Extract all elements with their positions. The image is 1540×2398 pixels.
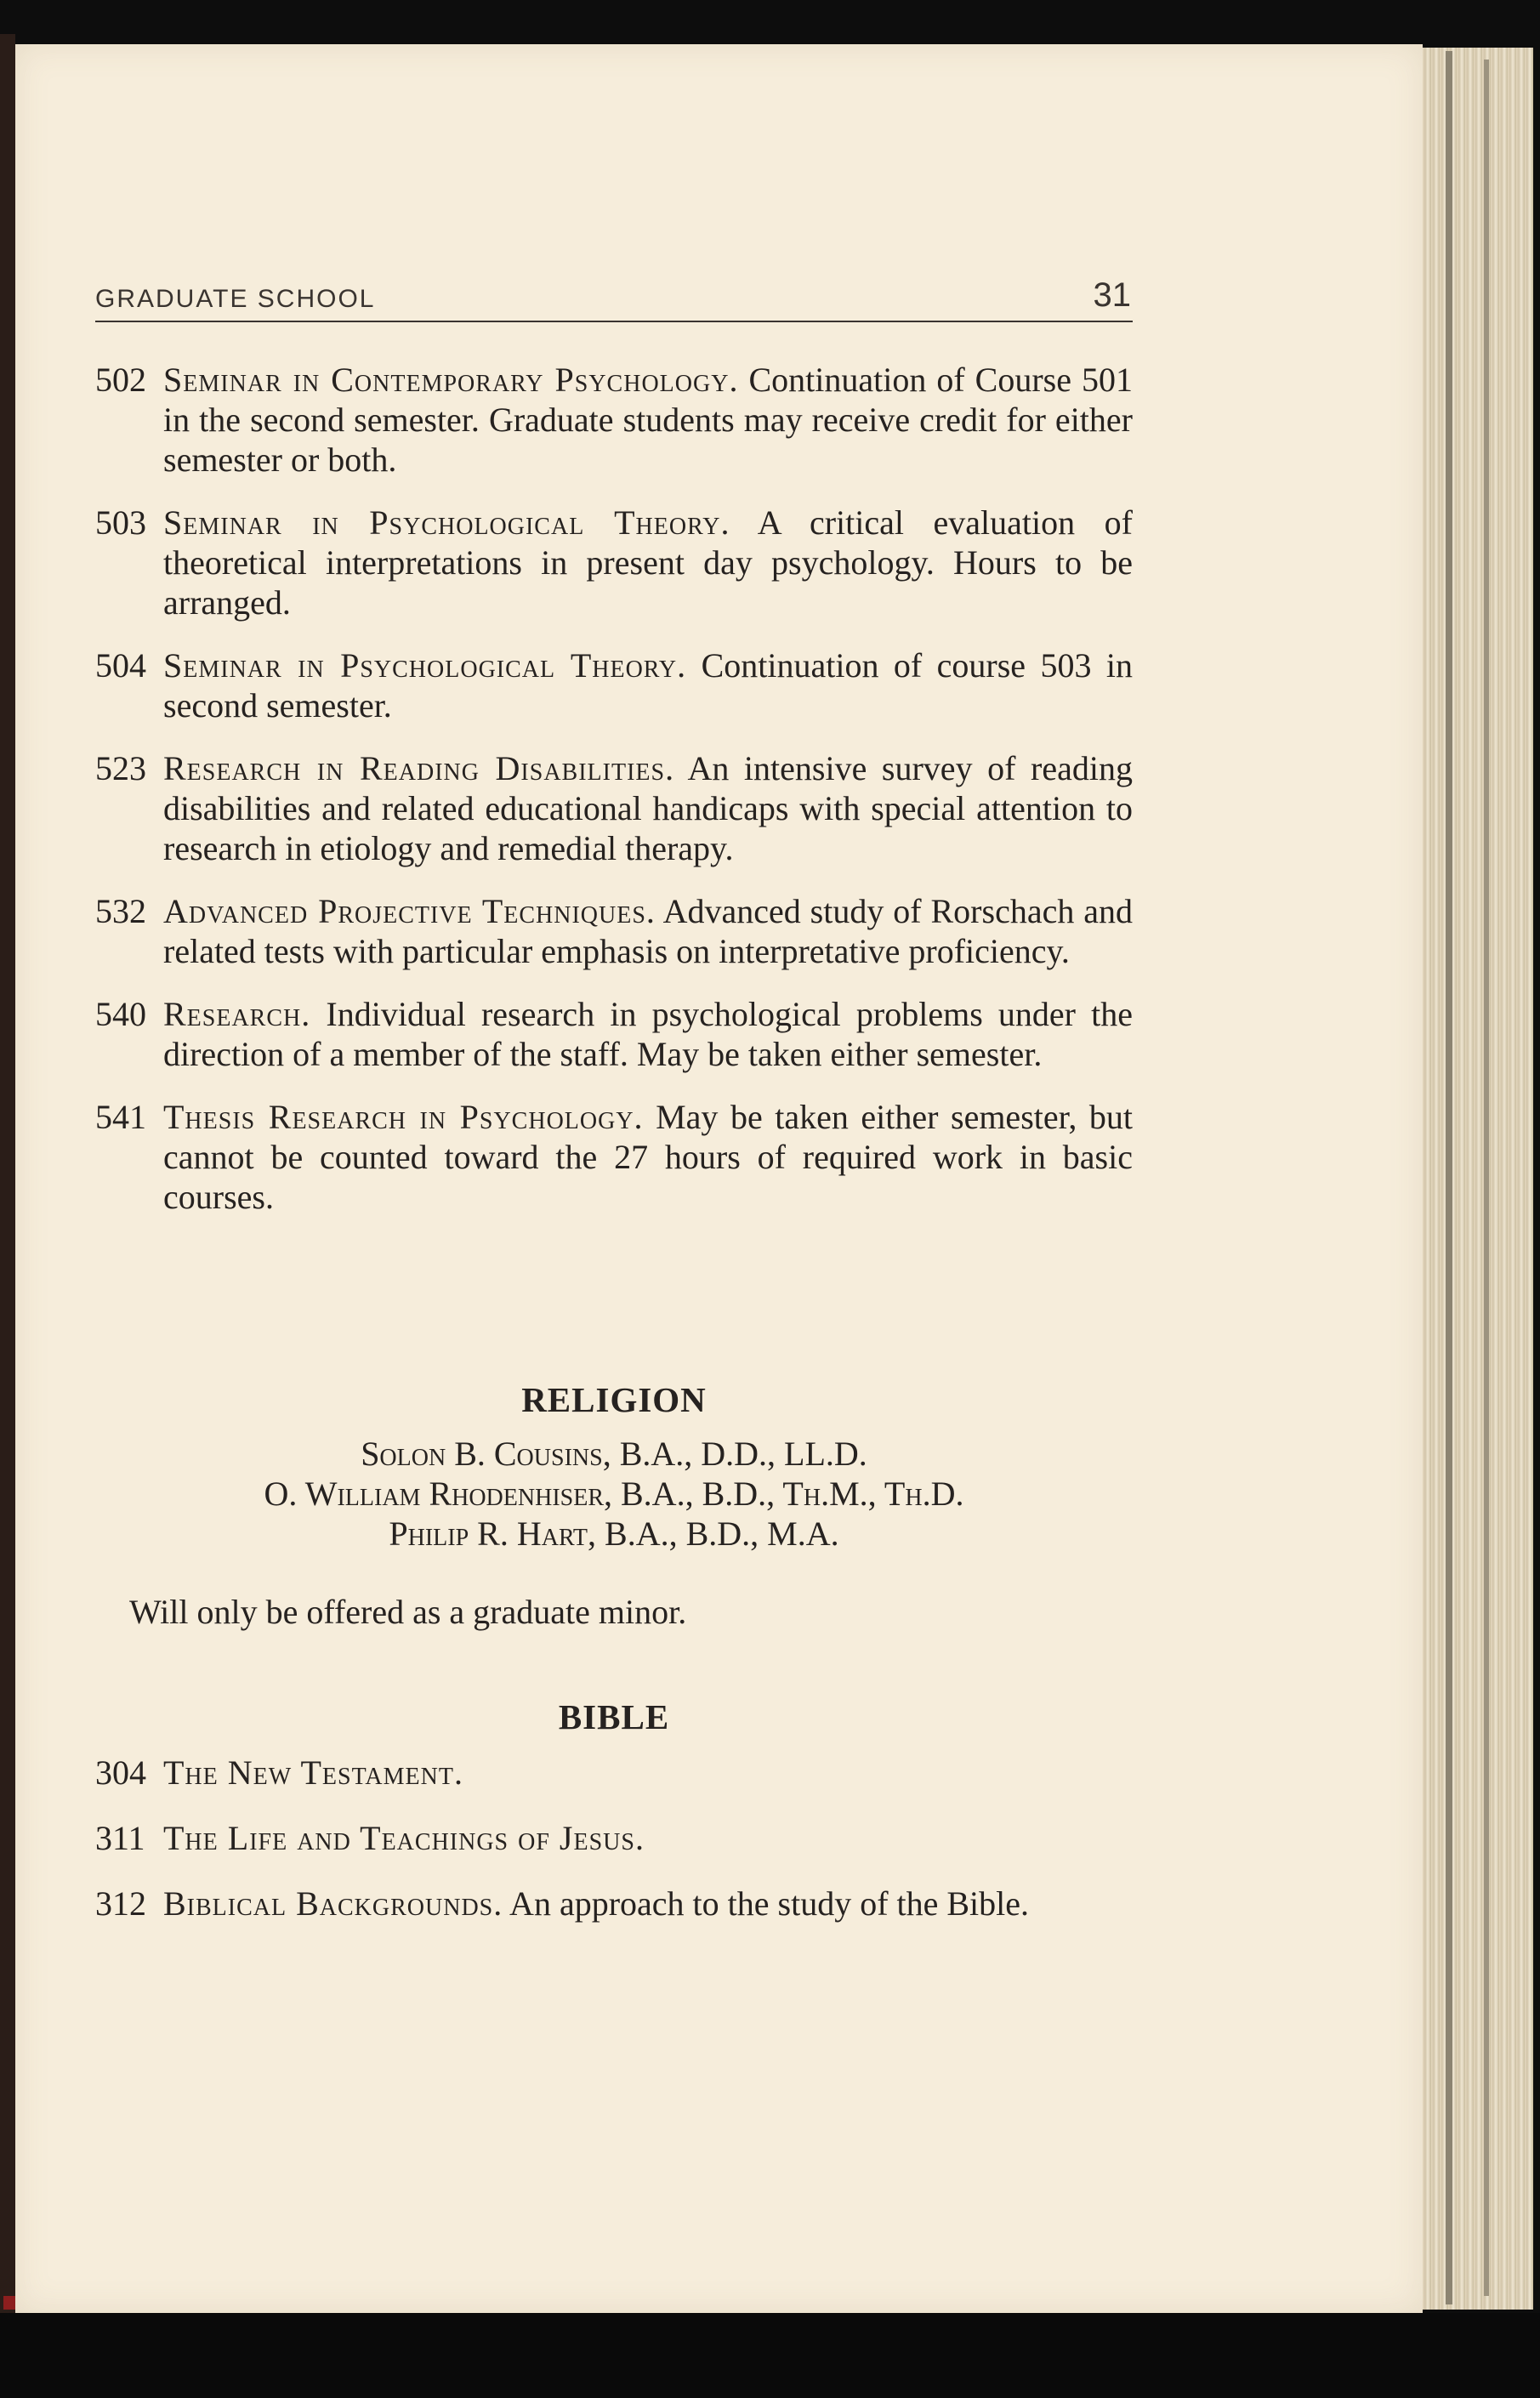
course-entry: [95, 1753, 1133, 1793]
faculty-member: O. William Rhodenhiser, B.A., B.D., Th.M., Th.D.: [264, 1475, 964, 1513]
course-entry: [95, 1884, 1133, 1924]
course-title: Research in Reading Disabilities.: [163, 749, 675, 787]
running-head-title: GRADUATE SCHOOL: [95, 285, 376, 313]
course-number: 304: [95, 1753, 146, 1792]
course-number: 312: [95, 1884, 146, 1923]
religion-note: Will only be offered as a graduate minor.: [129, 1593, 687, 1631]
page-number: 31: [1093, 276, 1131, 314]
bottom-shadow: [0, 2313, 1540, 2398]
book-spine-edge: [0, 34, 15, 2321]
course-description: A critical evaluation of theoretical interpretations in present day psychology. Hours to be arranged.: [163, 503, 1133, 622]
course-description: Advanced study of Rorschach and related tests with particular emphasis on interpretative proficiency.: [163, 892, 1133, 970]
course-title: Thesis Research in Psychology.: [163, 1098, 644, 1136]
course-entry: [95, 994, 1133, 1074]
course-description: Continuation of course 503 in second semester.: [163, 646, 1133, 725]
course-number: 523: [95, 749, 146, 787]
course-description: Continuation of Course 501 in the second semester. Graduate students may receive credit for either semester or both.: [163, 361, 1134, 479]
course-entry: [95, 645, 1133, 725]
course-entry: [95, 891, 1133, 971]
section-title-bible: BIBLE: [558, 1697, 670, 1736]
page-edges: [1423, 48, 1533, 2310]
course-title: Seminar in Psychological Theory.: [163, 646, 687, 685]
religion-faculty: [95, 1434, 1133, 1554]
course-number: 540: [95, 995, 146, 1033]
course-title: Research.: [163, 995, 311, 1033]
course-number: 502: [95, 361, 146, 399]
course-title: The Life and Teachings of Jesus.: [163, 1819, 645, 1857]
course-entry: [95, 1097, 1133, 1217]
course-number: 311: [95, 1819, 145, 1857]
course-description: An approach to the study of the Bible.: [503, 1884, 1030, 1923]
course-title: The New Testament.: [163, 1753, 463, 1792]
course-title: Advanced Projective Techniques.: [163, 892, 656, 930]
course-entry: [95, 360, 1134, 480]
course-number: 503: [95, 503, 146, 542]
course-description: Individual research in psychological problems under the direction of a member of the staff. May be taken either semester.: [163, 995, 1133, 1073]
course-number: 532: [95, 892, 146, 930]
psychology-course-list: [95, 360, 1134, 1240]
course-description: An intensive survey of reading disabilities and related educational handicaps with special attention to research in etiology and remedial therapy.: [163, 749, 1133, 867]
faculty-member: Philip R. Hart, B.A., B.D., M.A.: [389, 1514, 839, 1553]
course-entry: [95, 748, 1133, 868]
course-description: May be taken either semester, but cannot be counted toward the 27 hours of required work in basic courses.: [163, 1098, 1133, 1216]
running-header: [95, 276, 1133, 322]
page-edge-shadow-2: [1484, 60, 1489, 2296]
course-entry: [95, 1818, 1133, 1858]
course-title: Seminar in Psychological Theory.: [163, 503, 730, 542]
course-entry: [95, 503, 1133, 622]
faculty-member: Solon B. Cousins, B.A., D.D., LL.D.: [361, 1435, 867, 1473]
course-number: 541: [95, 1098, 146, 1136]
course-number: 504: [95, 646, 146, 685]
course-title: Seminar in Contemporary Psychology.: [163, 361, 739, 399]
page-edge-shadow: [1446, 51, 1452, 2304]
section-title-religion: RELIGION: [521, 1380, 707, 1419]
bible-course-list: [95, 1753, 1133, 1949]
course-title: Biblical Backgrounds.: [163, 1884, 503, 1923]
